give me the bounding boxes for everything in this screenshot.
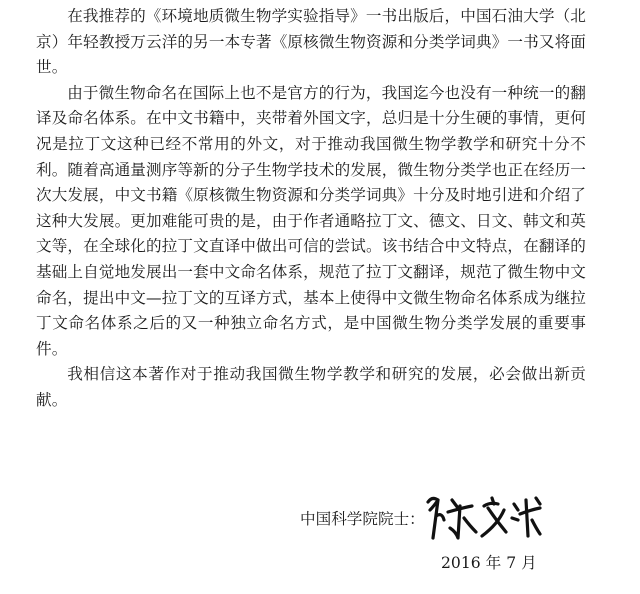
signature-label: 中国科学院院士：	[300, 510, 425, 528]
paragraph-1: 在我推荐的《环境地质微生物学实验指导》一书出版后，中国石油大学（北京）年轻教授万云洋的另一本专著《原核微生物资源和分类学词典》一书又将面世。	[36, 7, 586, 77]
paragraph-2: 由于微生物命名在国际上也不是官方的行为，我国迄今也没有一种统一的翻译及命名体系。在中文书籍中，夹带着外国文字，总归是十分生硬的事情，更何况是拉丁文这种已经不常用的外文，对于推动我国微生物学教学和研究十分不利。随着高通量测序等新的分子生物学技术的发展，微生物分类学也正在经历一次大发展，中文书籍《原核微生物资源和分类学词典》十分及时地引进和介绍了这种大发展。更加难能可贵的是，由于作者通略拉丁文、德文、日文、韩文和英文等，在全球化的拉丁文直译中做出可信的尝试。该书结合中文特点，在翻译的基础上自觉地发展出一套中文命名体系，规范了拉丁文翻译，规范了微生物中文命名，提出中文—拉丁文的互译方式，基本上使得中文微生物命名体系成为继拉丁文命名体系之后的又一种独立命名方式，是中国微生物分类学发展的重要事件。	[36, 83, 586, 358]
paragraph-3: 我相信这本著作对于推动我国微生物学教学和研究的发展，必会做出新贡献。	[36, 365, 586, 409]
handwritten-signature	[418, 492, 544, 544]
preface-body	[36, 4, 586, 414]
date: 2016 年 7 月	[441, 554, 537, 572]
signature-block	[300, 492, 560, 546]
